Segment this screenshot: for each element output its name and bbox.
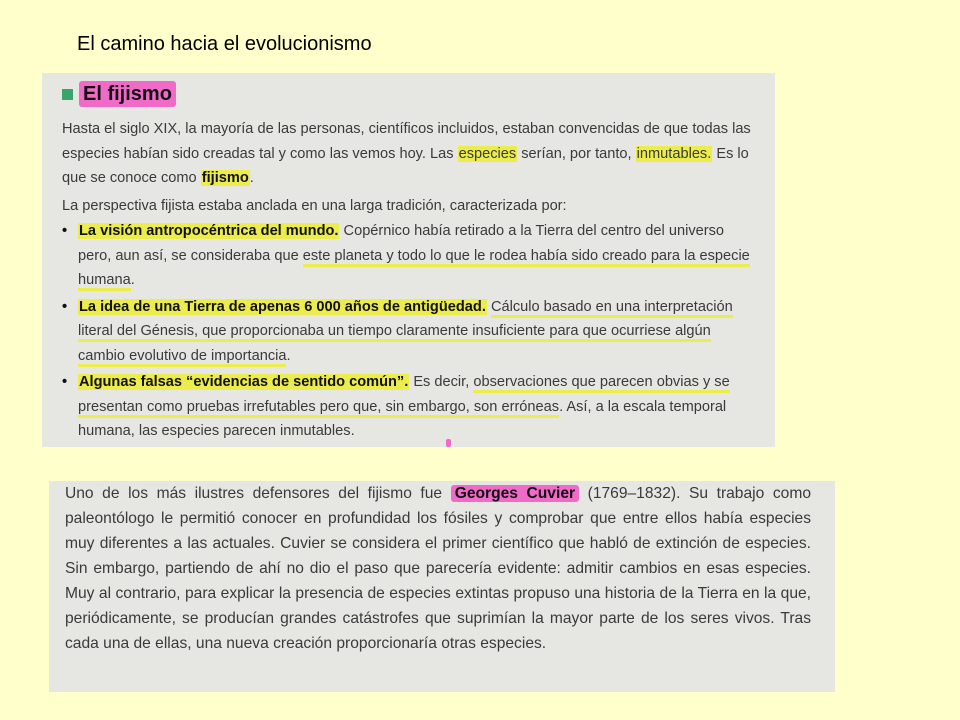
bullet-dot: • <box>62 298 68 315</box>
bullet-text-2: . Así, a la escala temporal humana, las especies parecen inmutables. <box>78 398 727 439</box>
highlight-georges-cuvier: Georges Cuvier <box>451 485 579 502</box>
bullet-item <box>62 370 755 444</box>
heading-text: El fijismo <box>79 81 176 107</box>
bullet-underlined: este planeta y todo lo que le rodea había sido creado para la especie humana <box>78 248 750 292</box>
pink-mark-decoration <box>446 439 451 447</box>
intro-text-3: Es lo que se conoce como <box>62 145 749 186</box>
bullet-text <box>78 295 755 369</box>
bullet-text-1: Es decir, <box>409 374 474 390</box>
highlight-fijismo: fijismo <box>201 170 249 186</box>
section-heading <box>62 81 755 107</box>
intro-text-2: serían, por tanto, <box>517 145 636 162</box>
intro-text-1: Hasta el siglo XIX, la mayoría de las personas, científicos incluidos, estaban convencidas de que todas las especies habían sido creadas tal y como las vemos hoy. Las <box>62 121 751 162</box>
bullet-text <box>78 219 755 293</box>
bullet-underlined: observaciones que parecen obvias y se presentan como pruebas irrefutables pero que, sin embargo, son erróneas <box>78 374 730 418</box>
bullet-bold: La idea de una Tierra de apenas 6 000 años de antigüedad. <box>79 298 486 315</box>
bullet-text-1: Copérnico había retirado a la Tierra del centro del universo pero, aun así, se consideraba que <box>78 223 725 264</box>
intro-text-4: . <box>249 170 254 186</box>
bullet-bold: La visión antropocéntrica del mundo. <box>79 223 339 239</box>
bullet-text-2: . <box>130 272 135 288</box>
slide-title: El camino hacia el evolucionismo <box>77 33 372 55</box>
intro-paragraph <box>62 117 755 191</box>
bullet-dot: • <box>62 223 68 239</box>
cuvier-text-2: (1769–1832). Su trabajo como paleontólogo le permitió conocer en profundidad los fósiles y comprobar que entre ellos había especies muy diferentes a las actuales. Cuvier se considera el primer científico que habló de extinción de especies. Sin embargo, partiendo de ahí no dio el paso que parecería evidente: admitir cambios en esas especies. Muy al contrario, para explicar la presencia de especies extintas propuso una historia de la Tierra en la que, periódicamente, se producían grandes catástrofes que suprimían la mayor parte de los seres vivos. Tras cada una de ellas, una nueva creación proporcionaría otras especies. <box>65 485 811 652</box>
bullet-item <box>62 219 755 293</box>
bullet-dot: • <box>62 374 68 390</box>
bullet-bold: Algunas falsas “evidencias de sentido común”. <box>79 374 409 390</box>
green-square-icon <box>62 89 73 100</box>
cuvier-paragraph <box>65 481 811 656</box>
bullet-text-2: . <box>286 347 291 364</box>
textbook-excerpt-cuvier <box>49 481 835 692</box>
highlight-inmutables: inmutables. <box>636 145 712 162</box>
bullet-item <box>62 295 755 369</box>
cuvier-text-1: Uno de los más ilustres defensores del fijismo fue <box>65 485 451 502</box>
textbook-excerpt-fijismo <box>42 73 775 447</box>
highlight-especies: especies <box>458 145 517 162</box>
bullet-text <box>78 370 755 444</box>
tradition-paragraph: La perspectiva fijista estaba anclada en una larga tradición, caracterizada por: <box>62 197 567 214</box>
bullet-underlined: Cálculo basado en una interpretación literal del Génesis, que proporcionaba un tiempo claramente insuficiente para que ocurriese algún cambio evolutivo de importancia <box>78 299 733 367</box>
